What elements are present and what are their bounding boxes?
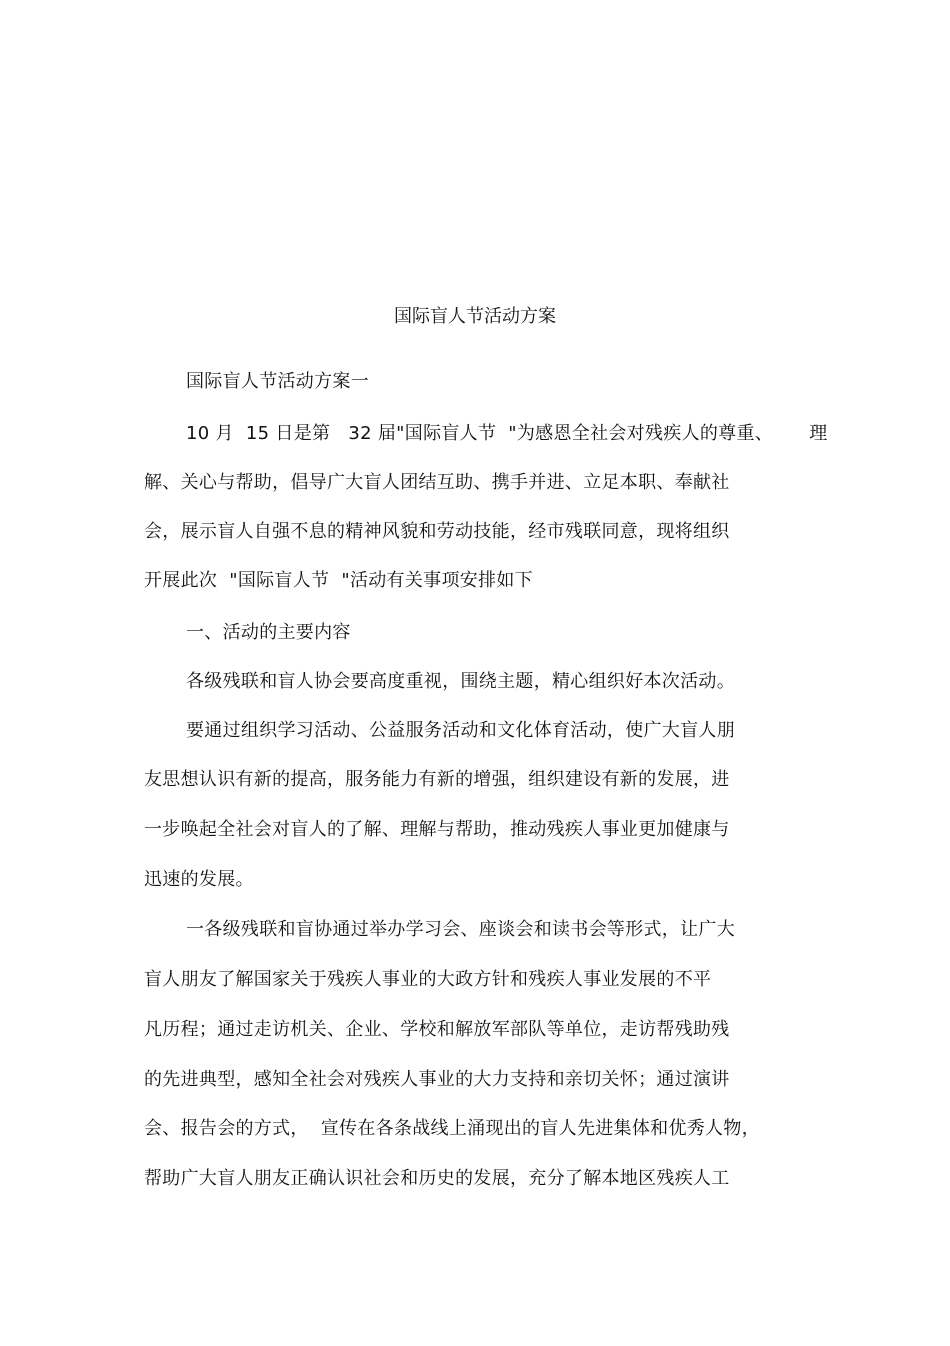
paragraph-line: 会、报告会的方式， 宣传在各条战线上涌现出的盲人先进集体和优秀人物， [144, 1118, 760, 1139]
paragraph-line: 盲人朋友了解国家关于残疾人事业的大政方针和残疾人事业发展的不平 [144, 969, 712, 990]
document-title: 国际盲人节活动方案 [394, 306, 556, 327]
paragraph-line: 会，展示盲人自强不息的精神风貌和劳动技能，经市残联同意，现将组织 [144, 521, 730, 542]
paragraph-line: 帮助广大盲人朋友正确认识社会和历史的发展，充分了解本地区残疾人工 [144, 1168, 730, 1189]
paragraph-line: 的先进典型，感知全社会对残疾人事业的大力支持和亲切关怀；通过演讲 [144, 1069, 730, 1090]
paragraph-line: 一各级残联和盲协通过举办学习会、座谈会和读书会等形式，让广大 [186, 919, 735, 940]
paragraph-line: 凡历程；通过走访机关、企业、学校和解放军部队等单位，走访帮残助残 [144, 1019, 730, 1040]
paragraph-line: 友思想认识有新的提高，服务能力有新的增强，组织建设有新的发展，进 [144, 769, 730, 790]
paragraph-line: 各级残联和盲人协会要高度重视，围绕主题，精心组织好本次活动。 [186, 671, 735, 692]
section-heading: 国际盲人节活动方案一 [186, 371, 369, 392]
paragraph-line: 10 月 15 日是第 32 届"国际盲人节 "为感恩全社会对残疾人的尊重、 理 [186, 423, 828, 444]
paragraph-line: 解、关心与帮助，倡导广大盲人团结互助、携手并进、立足本职、奉献社 [144, 472, 730, 493]
paragraph-line: 迅速的发展。 [144, 869, 254, 890]
paragraph-line: 要通过组织学习活动、公益服务活动和文化体育活动，使广大盲人朋 [186, 720, 735, 741]
section-heading: 一、活动的主要内容 [186, 622, 351, 643]
paragraph-line: 开展此次 "国际盲人节 "活动有关事项安排如下 [144, 570, 533, 591]
paragraph-line: 一步唤起全社会对盲人的了解、理解与帮助，推动残疾人事业更加健康与 [144, 819, 730, 840]
